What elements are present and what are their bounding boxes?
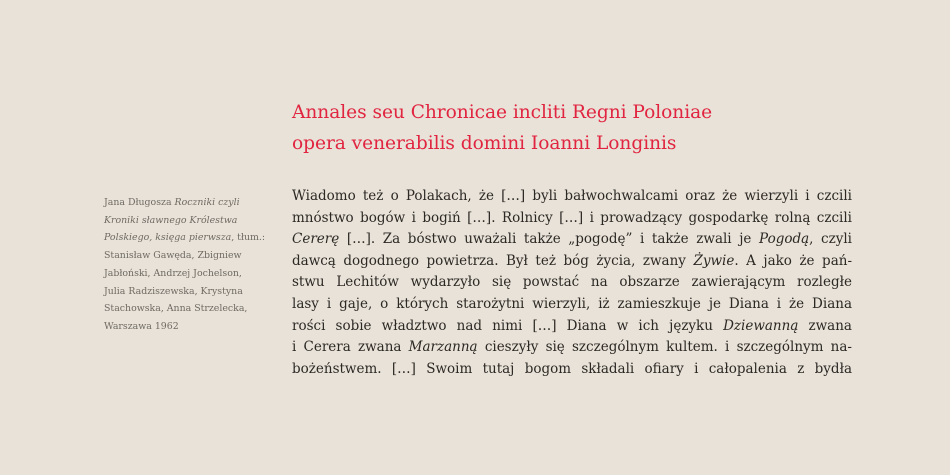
body-line: Wiadomo też o Polakach, że […] byli bałwochwalcami oraz że wierzyli i czcili	[292, 188, 852, 204]
body-line: stwu Lechitów wydarzyło się powstać na obszarze zawierającym rozległe	[292, 274, 852, 291]
bibliographic-note	[104, 194, 264, 336]
body-line: mnóstwo bogów i bogiń […]. Rolnicy […] i prowadzący gospodarkę rolną czcili	[292, 209, 852, 226]
note-line: Stanisław Gawęda, Zbigniew	[104, 250, 242, 262]
note-line: Stachowska, Anna Strzelecka,	[104, 303, 248, 315]
note-line: Polskiego, księga pierwsza, tłum.:	[104, 232, 266, 244]
body-line: bożeństwem. […] Swoim tutaj bogom składali ofiary i całopalenia z bydła	[292, 360, 852, 377]
note-line: Kroniki sławnego Królestwa	[104, 214, 238, 226]
note-line: Julia Radziszewska, Krystyna	[104, 285, 243, 297]
body-paragraph	[292, 186, 852, 380]
title-line-2: opera venerabilis domini Ioanni Longinis	[292, 133, 677, 154]
body-line: rości sobie władztwo nad nimi […] Diana w ich języku Dziewanną zwana	[292, 317, 852, 334]
note-line: Jabłoński, Andrzej Jochelson,	[104, 267, 242, 279]
title-line-1: Annales seu Chronicae incliti Regni Poloniae	[292, 102, 713, 123]
page-title	[292, 97, 932, 159]
body-line: dawcą dogodnego powietrza. Był też bóg życia, zwany Żywie. A jako że pań-	[292, 252, 853, 269]
note-line: Jana Długosza Roczniki czyli	[104, 197, 240, 208]
body-line: Cererę […]. Za bóstwo uważali także „pogodę” i także zwali je Pogodą, czyli	[292, 231, 852, 248]
note-line: Warszawa 1962	[104, 320, 179, 332]
body-line: i Cerera zwana Marzanną cieszyły się szczególnym kultem. i szczególnym na-	[292, 339, 852, 356]
body-line: lasy i gaje, o których starożytni wierzyli, iż zamieszkuje je Diana i że Diana	[292, 295, 852, 312]
